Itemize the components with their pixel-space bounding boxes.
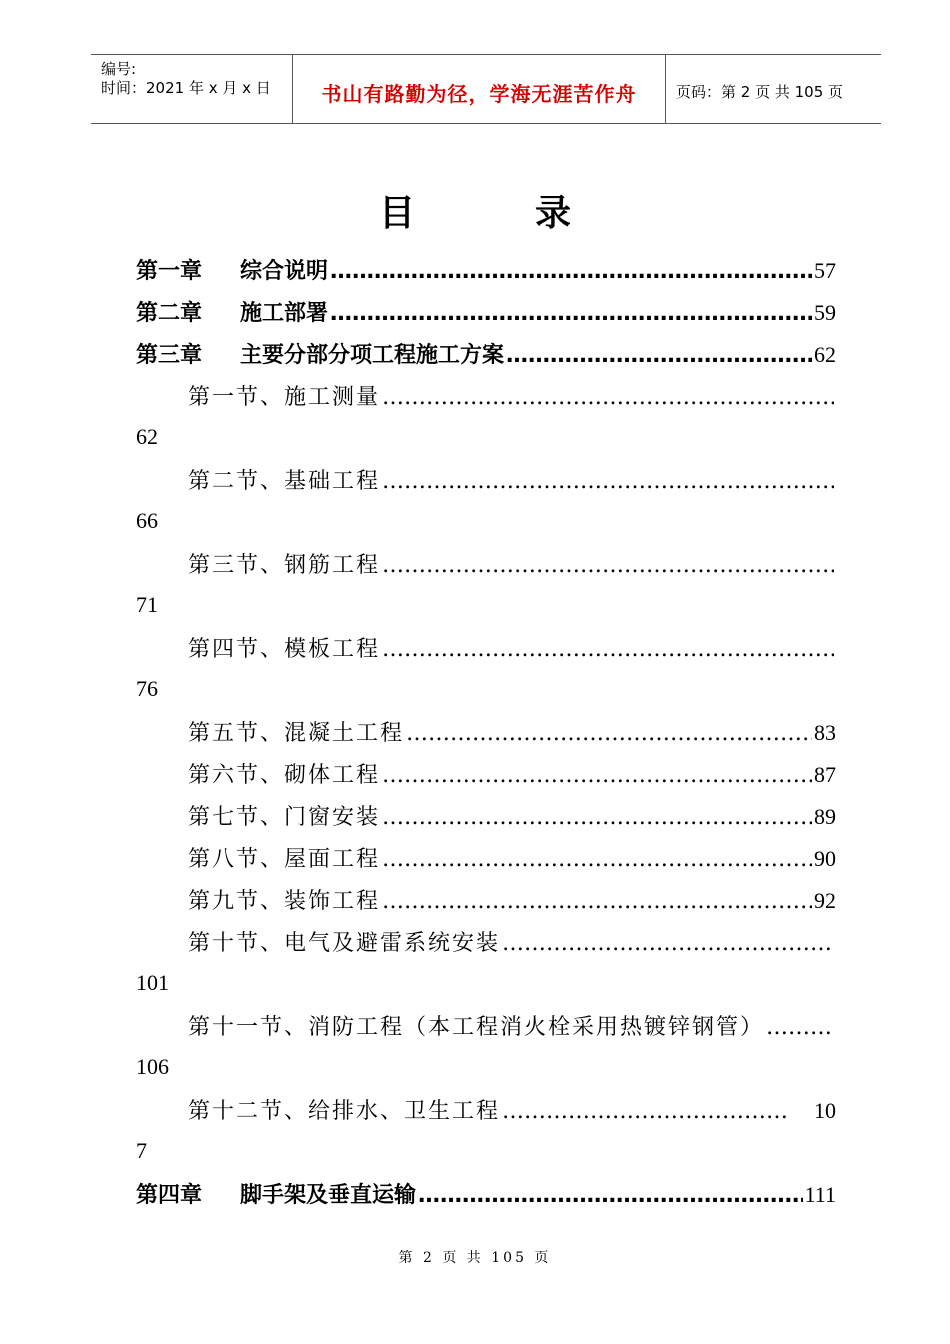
leader-dots	[382, 553, 834, 578]
section-title: 第七节、门窗安装	[188, 805, 381, 830]
page-number: 57	[814, 258, 836, 283]
page-number: 62	[814, 342, 836, 367]
page-number: 90	[814, 846, 836, 871]
toc-entry-section-8[interactable]	[188, 842, 836, 874]
chapter-title: 脚手架及垂直运输	[240, 1183, 417, 1208]
section-title: 第二节、基础工程	[188, 469, 381, 494]
toc-entry-chapter-3[interactable]	[136, 338, 836, 370]
page-number: 92	[814, 888, 836, 913]
toc-entry-section-3[interactable]	[188, 548, 836, 580]
page-number: 71	[136, 592, 158, 617]
page-number: 106	[136, 1054, 169, 1079]
section-title: 第六节、砌体工程	[188, 763, 381, 788]
section-title: 第五节、混凝土工程	[188, 721, 405, 746]
page-number: 76	[136, 676, 158, 701]
header-mid-cell	[293, 55, 666, 123]
toc-entry-section-7[interactable]	[188, 800, 836, 832]
section-title: 第十一节、消防工程（本工程消火栓采用热镀锌钢管）	[188, 1015, 765, 1040]
toc-entry-section-12[interactable]	[188, 1094, 836, 1126]
page-number: 66	[136, 508, 158, 533]
toc-entry-section-10[interactable]	[188, 926, 836, 958]
chapter-title: 施工部署	[240, 301, 329, 326]
header-page-info: 页码：第 2 页 共 105 页	[676, 83, 844, 101]
section-title: 第一节、施工测量	[188, 385, 381, 410]
header-right-cell	[666, 55, 881, 123]
section-title: 第十二节、给排水、卫生工程	[188, 1099, 501, 1124]
toc-entry-section-1[interactable]	[188, 380, 836, 412]
leader-dots	[382, 889, 812, 914]
toc-entry-section-6[interactable]	[188, 758, 836, 790]
page-header	[91, 54, 881, 124]
page-number: 59	[814, 300, 836, 325]
section-title: 第三节、钢筋工程	[188, 553, 381, 578]
doc-number-label: 编号:	[101, 60, 137, 78]
chapter-title: 主要分部分项工程施工方案	[240, 343, 505, 368]
page-number: 10	[814, 1098, 836, 1123]
header-left-cell	[91, 55, 293, 123]
leader-dots	[330, 301, 812, 326]
leader-dots	[382, 847, 812, 872]
section-title: 第九节、装饰工程	[188, 889, 381, 914]
leader-dots	[330, 259, 812, 284]
leader-dots	[382, 763, 812, 788]
leader-dots	[502, 931, 834, 956]
leader-dots	[418, 1183, 803, 1208]
leader-dots	[382, 805, 812, 830]
leader-dots	[382, 385, 834, 410]
leader-dots	[506, 343, 812, 368]
chapter-number: 第四章	[136, 1183, 203, 1208]
page-number: 111	[804, 1182, 836, 1207]
page-number-continued: 7	[136, 1138, 147, 1163]
toc-entry-section-4[interactable]	[188, 632, 836, 664]
toc-entry-chapter-1[interactable]	[136, 254, 836, 286]
chapter-number: 第二章	[136, 301, 203, 326]
toc-title: 目录	[378, 193, 691, 234]
toc-entry-section-5[interactable]	[188, 716, 836, 748]
page-number: 87	[814, 762, 836, 787]
doc-time-label: 时间：2021 年 x 月 x 日	[101, 79, 271, 97]
leader-dots	[382, 469, 834, 494]
section-title: 第四节、模板工程	[188, 637, 381, 662]
chapter-number: 第一章	[136, 259, 203, 284]
toc-entry-section-2[interactable]	[188, 464, 836, 496]
leader-dots	[502, 1099, 790, 1124]
toc-entry-chapter-4[interactable]	[136, 1178, 836, 1210]
page-number: 101	[136, 970, 169, 995]
leader-dots	[382, 637, 834, 662]
toc-entry-chapter-2[interactable]	[136, 296, 836, 328]
page-number: 89	[814, 804, 836, 829]
chapter-title: 综合说明	[240, 259, 329, 284]
toc-entry-section-9[interactable]	[188, 884, 836, 916]
page-footer: 第 2 页 共 105 页	[398, 1250, 552, 1266]
leader-dots	[766, 1015, 834, 1040]
section-title: 第八节、屋面工程	[188, 847, 381, 872]
chapter-number: 第三章	[136, 343, 203, 368]
page-number: 62	[136, 424, 158, 449]
header-motto: 书山有路勤为径，学海无涯苦作舟	[321, 82, 637, 106]
leader-dots	[406, 721, 812, 746]
toc-entry-section-11[interactable]	[188, 1010, 836, 1042]
page-number: 83	[814, 720, 836, 745]
section-title: 第十节、电气及避雷系统安装	[188, 931, 501, 956]
